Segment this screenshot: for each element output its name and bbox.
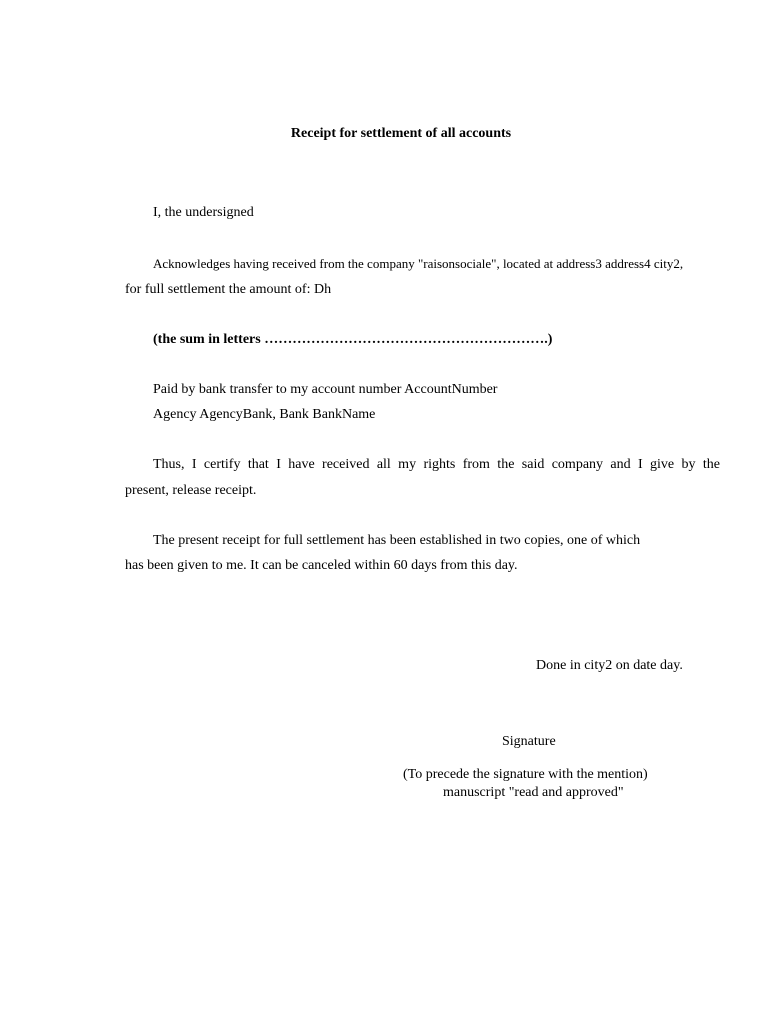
certify-line-2: present, release receipt. xyxy=(125,483,257,498)
paid-line-1: Paid by bank transfer to my account number AccountNumber xyxy=(153,382,498,397)
present-line-2: has been given to me. It can be canceled within 60 days from this day. xyxy=(125,558,518,573)
certify-line-1: Thus, I certify that I have received all my rights from the said company and I give by the xyxy=(153,457,720,472)
document-title: Receipt for settlement of all accounts xyxy=(290,126,512,141)
paid-line-2: Agency AgencyBank, Bank BankName xyxy=(153,407,376,422)
signature-label: Signature xyxy=(502,734,556,749)
sum-in-letters: (the sum in letters …………………………………………………….) xyxy=(153,332,553,347)
undersigned-line: I, the undersigned xyxy=(153,205,254,220)
acknowledges-line-2: for full settlement the amount of: Dh xyxy=(125,282,332,297)
done-in-line: Done in city2 on date day. xyxy=(536,658,683,673)
mention-line-2: manuscript "read and approved" xyxy=(443,785,624,800)
mention-line-1: (To precede the signature with the mention) xyxy=(403,767,648,782)
present-line-1: The present receipt for full settlement has been established in two copies, one of which xyxy=(153,533,641,548)
acknowledges-line-1: Acknowledges having received from the company "raisonsociale", located at address3 address4 city2, xyxy=(153,256,684,271)
